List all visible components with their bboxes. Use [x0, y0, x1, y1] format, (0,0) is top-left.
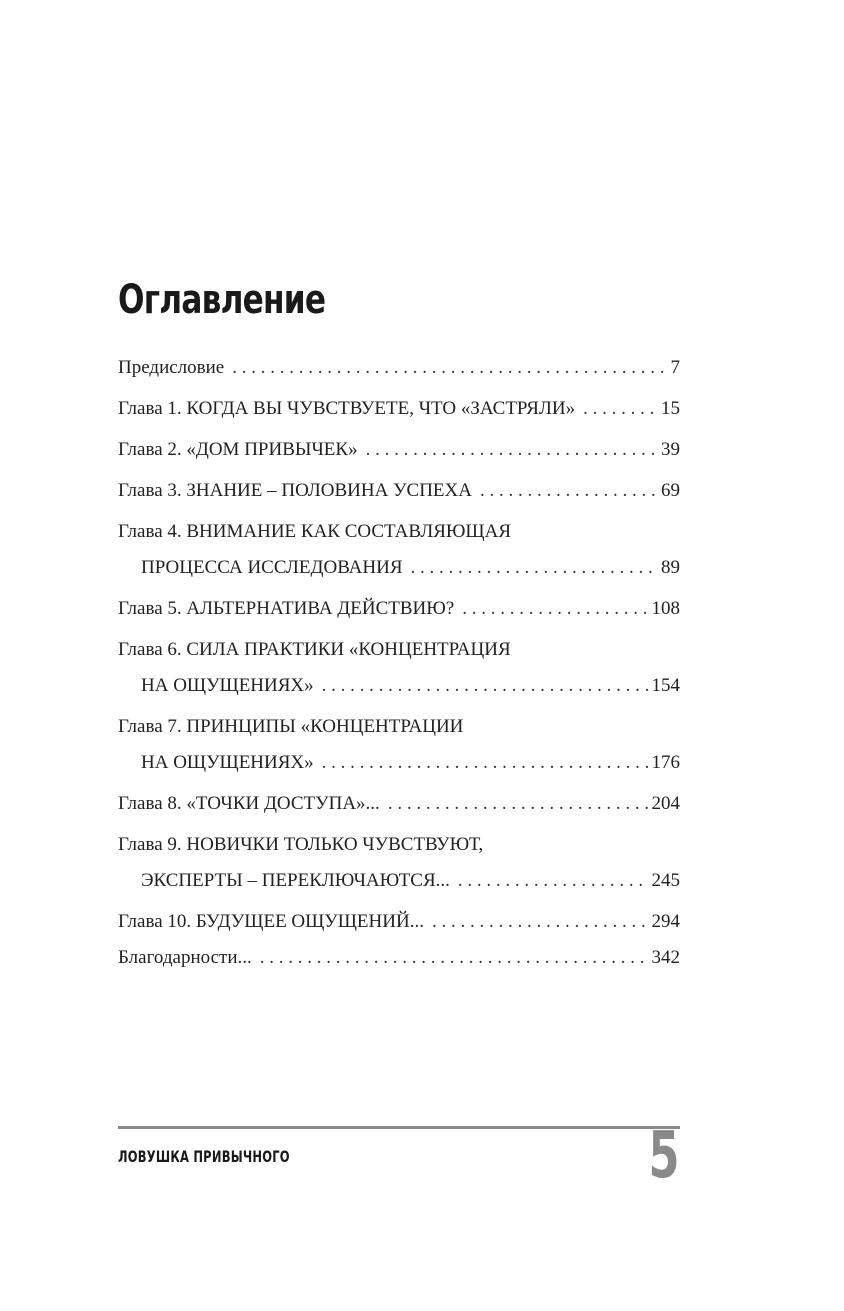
toc-entry-line [118, 867, 680, 895]
toc-entry-title: Глава 10. БУДУЩЕЕ ОЩУЩЕНИЙ... [118, 911, 424, 932]
toc-entry-title-continued: ПРОЦЕССА ИССЛЕДОВАНИЯ [141, 557, 403, 578]
toc-entry-page: 7 [670, 357, 680, 378]
table-of-contents [118, 354, 680, 972]
toc-entry-line [118, 554, 680, 582]
toc-entry-chapter-10[interactable] [118, 908, 680, 936]
toc-entry-acknowledgements[interactable] [118, 944, 680, 972]
toc-entry-page: 294 [651, 911, 680, 932]
toc-entry-page: 245 [651, 870, 680, 891]
toc-entry-page: 154 [651, 675, 680, 696]
toc-entry-title-continued: ЭКСПЕРТЫ – ПЕРЕКЛЮЧАЮТСЯ... [141, 870, 450, 891]
dot-leader [388, 790, 648, 818]
toc-entry-title: Глава 6. СИЛА ПРАКТИКИ «КОНЦЕНТРАЦИЯ [118, 639, 511, 660]
toc-entry-chapter-6[interactable] [118, 636, 680, 700]
dot-leader [322, 672, 648, 700]
toc-entry-title-continued: НА ОЩУЩЕНИЯХ» [141, 675, 314, 696]
toc-entry-title: Предисловие [118, 357, 225, 378]
toc-entry-chapter-8[interactable] [118, 790, 680, 818]
dot-leader [462, 595, 647, 623]
toc-entry-title: Глава 9. НОВИЧКИ ТОЛЬКО ЧУВСТВУЮТ, [118, 834, 484, 855]
toc-entry-page: 204 [651, 793, 680, 814]
toc-heading: Оглавление [118, 277, 326, 323]
dot-leader [322, 749, 648, 777]
toc-entry-title: Глава 5. АЛЬТЕРНАТИВА ДЕЙСТВИЮ? [118, 598, 455, 619]
toc-entry-chapter-5[interactable] [118, 595, 680, 623]
toc-entry-chapter-4[interactable] [118, 518, 680, 582]
toc-entry-page: 15 [661, 398, 680, 419]
toc-entry-line [118, 713, 680, 741]
toc-entry-page: 342 [651, 947, 680, 968]
toc-entry-chapter-3[interactable] [118, 477, 680, 505]
toc-entry-line [118, 518, 680, 546]
running-footer-title: ЛОВУШКА ПРИВЫЧНОГО [118, 1147, 290, 1166]
toc-entry-preface[interactable] [118, 354, 680, 382]
dot-leader [260, 944, 648, 972]
toc-entry-title: Благодарности... [118, 947, 252, 968]
toc-entry-title: Глава 7. ПРИНЦИПЫ «КОНЦЕНТРАЦИИ [118, 716, 464, 737]
toc-entry-title-continued: НА ОЩУЩЕНИЯХ» [141, 752, 314, 773]
toc-entry-page: 176 [651, 752, 680, 773]
toc-entry-title: Глава 8. «ТОЧКИ ДОСТУПА»... [118, 793, 380, 814]
toc-entry-line [118, 636, 680, 664]
toc-entry-line [118, 672, 680, 700]
dot-leader [432, 908, 648, 936]
dot-leader [366, 436, 657, 464]
toc-entry-page: 108 [651, 598, 680, 619]
toc-entry-page: 69 [661, 480, 680, 501]
toc-entry-chapter-7[interactable] [118, 713, 680, 777]
page-number: 5 [648, 1119, 680, 1193]
toc-entry-chapter-1[interactable] [118, 395, 680, 423]
dot-leader [480, 477, 657, 505]
toc-entry-title: Глава 2. «ДОМ ПРИВЫЧЕК» [118, 439, 358, 460]
toc-entry-line [118, 831, 680, 859]
toc-entry-title: Глава 1. КОГДА ВЫ ЧУВСТВУЕТЕ, ЧТО «ЗАСТРЯЛИ» [118, 398, 576, 419]
toc-entry-chapter-9[interactable] [118, 831, 680, 895]
toc-entry-page: 39 [661, 439, 680, 460]
toc-entry-title: Глава 3. ЗНАНИЕ – ПОЛОВИНА УСПЕХА [118, 480, 472, 501]
footer-divider [118, 1126, 680, 1129]
toc-entry-chapter-2[interactable] [118, 436, 680, 464]
dot-leader [583, 395, 657, 423]
toc-entry-title: Глава 4. ВНИМАНИЕ КАК СОСТАВЛЯЮЩАЯ [118, 521, 511, 542]
dot-leader [232, 354, 666, 382]
toc-entry-page: 89 [661, 557, 680, 578]
toc-entry-line [118, 749, 680, 777]
dot-leader [411, 554, 657, 582]
dot-leader [458, 867, 648, 895]
